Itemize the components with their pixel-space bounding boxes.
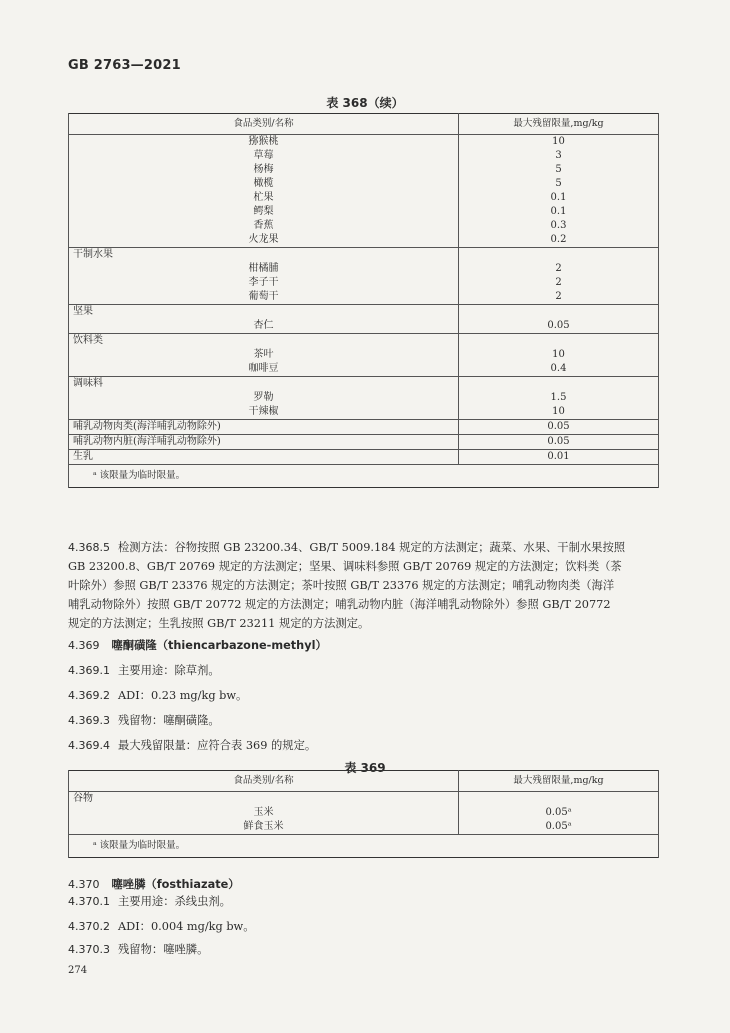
column-header-food-category: 食品类别/名称 <box>69 771 459 792</box>
table-row <box>69 276 659 290</box>
table-group-row <box>69 792 659 807</box>
table-368 <box>68 113 659 488</box>
food-name: 柑橘脯 <box>69 262 459 276</box>
table-row <box>69 806 659 820</box>
limit-value: 0.05 <box>459 435 659 450</box>
table-row <box>69 290 659 305</box>
table-footnote: ᵃ 该限量为临时限量。 <box>69 465 659 488</box>
table-row <box>69 149 659 163</box>
table-footnote-row <box>69 835 659 858</box>
food-name: 玉米 <box>69 806 459 820</box>
table-row <box>69 362 659 377</box>
section-4-369-3 <box>68 711 660 730</box>
section-4-369-1 <box>68 661 660 680</box>
limit-value: 1.5 <box>459 391 659 405</box>
table-row <box>69 391 659 405</box>
table-row <box>69 262 659 276</box>
table-row <box>69 405 659 420</box>
standard-code: GB 2763—2021 <box>68 58 181 73</box>
page-number: 274 <box>68 965 88 976</box>
section-number: 4.369.2 <box>68 689 110 702</box>
limit-value: 2 <box>459 262 659 276</box>
food-name: 李子干 <box>69 276 459 290</box>
table-row <box>69 348 659 362</box>
table-row <box>69 219 659 233</box>
food-name: 杏仁 <box>69 319 459 334</box>
section-4-369-heading <box>68 636 660 655</box>
limit-value: 0.3 <box>459 219 659 233</box>
food-name: 干辣椒 <box>69 405 459 420</box>
table-368-caption: 表 368（续） <box>326 96 404 110</box>
section-title: 噻酮磺隆（thiencarbazone-methyl） <box>111 639 327 652</box>
food-name: 火龙果 <box>69 233 459 248</box>
food-name: 杨梅 <box>69 163 459 177</box>
table-group-row <box>69 305 659 320</box>
section-text-line: 哺乳动物除外）按照 GB/T 20772 规定的方法测定；哺乳动物内脏（海洋哺乳动物除外）参照 GB/T 20772 <box>68 598 611 611</box>
limit-value: 5 <box>459 163 659 177</box>
section-4-368-5 <box>68 538 660 633</box>
section-text: 主要用途：除草剂。 <box>118 664 220 677</box>
food-name: 葡萄干 <box>69 290 459 305</box>
section-text-line: 叶除外）参照 GB/T 23376 规定的方法测定；茶叶按照 GB/T 23376 规定的方法测定；哺乳动物肉类（海洋 <box>68 579 615 592</box>
food-name: 草莓 <box>69 149 459 163</box>
section-4-369-2 <box>68 686 660 705</box>
section-4-370-3 <box>68 940 660 959</box>
section-text: 残留物：噻酮磺隆。 <box>118 714 220 727</box>
section-number: 4.370.3 <box>68 943 110 956</box>
section-4-369-4 <box>68 736 660 755</box>
section-text-line: 规定的方法测定；生乳按照 GB/T 23211 规定的方法测定。 <box>68 617 370 630</box>
limit-value: 0.2 <box>459 233 659 248</box>
limit-value: 0.01 <box>459 450 659 465</box>
section-title: 噻唑膦（fosthiazate） <box>111 878 240 891</box>
table-footnote: ᵃ 该限量为临时限量。 <box>69 835 659 858</box>
food-name: 猕猴桃 <box>69 135 459 150</box>
table-row <box>69 191 659 205</box>
section-text-line: 检测方法：谷物按照 GB 23200.34、GB/T 5009.184 规定的方法测定；蔬菜、水果、干制水果按照 <box>118 541 626 554</box>
food-name: 鳄梨 <box>69 205 459 219</box>
food-name: 香蕉 <box>69 219 459 233</box>
section-number: 4.369.3 <box>68 714 110 727</box>
food-name: 哺乳动物内脏(海洋哺乳动物除外) <box>69 435 459 450</box>
table-row <box>69 177 659 191</box>
table-row <box>69 135 659 150</box>
table-row <box>69 233 659 248</box>
limit-value: 10 <box>459 405 659 420</box>
limit-value: 0.1 <box>459 205 659 219</box>
limit-value: 0.05 <box>459 420 659 435</box>
limit-value: 0.4 <box>459 362 659 377</box>
food-name: 鲜食玉米 <box>69 820 459 835</box>
table-row <box>69 163 659 177</box>
column-header-max-residue-limit: 最大残留限量,mg/kg <box>459 771 659 792</box>
section-text-line: GB 23200.8、GB/T 20769 规定的方法测定；坚果、调味料参照 GB/T 20769 规定的方法测定；饮料类（茶 <box>68 560 622 573</box>
section-number: 4.368.5 <box>68 541 110 554</box>
food-name: 茶叶 <box>69 348 459 362</box>
limit-value: 10 <box>459 135 659 150</box>
column-header-max-residue-limit: 最大残留限量,mg/kg <box>459 114 659 135</box>
food-name: 咖啡豆 <box>69 362 459 377</box>
table-369-caption: 表 369 <box>344 761 386 775</box>
table-row <box>69 450 659 465</box>
limit-value: 0.05ᵃ <box>459 820 659 835</box>
column-header-food-category: 食品类别/名称 <box>69 114 459 135</box>
limit-value: 0.05 <box>459 319 659 334</box>
limit-value: 5 <box>459 177 659 191</box>
empty-cell <box>459 248 659 263</box>
limit-value: 2 <box>459 276 659 290</box>
limit-value: 2 <box>459 290 659 305</box>
empty-cell <box>459 334 659 349</box>
table-group-row <box>69 377 659 392</box>
food-group: 饮料类 <box>69 334 459 349</box>
section-text: 主要用途：杀线虫剂。 <box>118 895 231 908</box>
section-number: 4.369 <box>68 639 100 652</box>
limit-value: 0.1 <box>459 191 659 205</box>
food-group: 干制水果 <box>69 248 459 263</box>
food-name: 罗勒 <box>69 391 459 405</box>
section-number: 4.370.1 <box>68 895 110 908</box>
empty-cell <box>459 792 659 807</box>
food-group: 坚果 <box>69 305 459 320</box>
food-name: 生乳 <box>69 450 459 465</box>
food-group: 谷物 <box>69 792 459 807</box>
table-group-row <box>69 334 659 349</box>
table-row <box>69 820 659 835</box>
limit-value: 0.05ᵃ <box>459 806 659 820</box>
table-footnote-row <box>69 465 659 488</box>
section-4-370-2 <box>68 917 660 936</box>
limit-value: 3 <box>459 149 659 163</box>
empty-cell <box>459 305 659 320</box>
empty-cell <box>459 377 659 392</box>
section-text: ADI：0.23 mg/kg bw。 <box>118 689 248 702</box>
section-number: 4.369.4 <box>68 739 110 752</box>
limit-value: 10 <box>459 348 659 362</box>
section-number: 4.369.1 <box>68 664 110 677</box>
table-row <box>69 319 659 334</box>
section-text: 残留物：噻唑膦。 <box>118 943 209 956</box>
section-4-370-1 <box>68 892 660 911</box>
section-number: 4.370.2 <box>68 920 110 933</box>
food-group: 调味料 <box>69 377 459 392</box>
table-369 <box>68 770 659 858</box>
table-row <box>69 435 659 450</box>
table-group-row <box>69 248 659 263</box>
section-text: ADI：0.004 mg/kg bw。 <box>118 920 255 933</box>
section-number: 4.370 <box>68 878 100 891</box>
table-row <box>69 205 659 219</box>
food-name: 杧果 <box>69 191 459 205</box>
food-name: 哺乳动物肉类(海洋哺乳动物除外) <box>69 420 459 435</box>
food-name: 橄榄 <box>69 177 459 191</box>
table-row <box>69 420 659 435</box>
section-text: 最大残留限量：应符合表 369 的规定。 <box>118 739 317 752</box>
